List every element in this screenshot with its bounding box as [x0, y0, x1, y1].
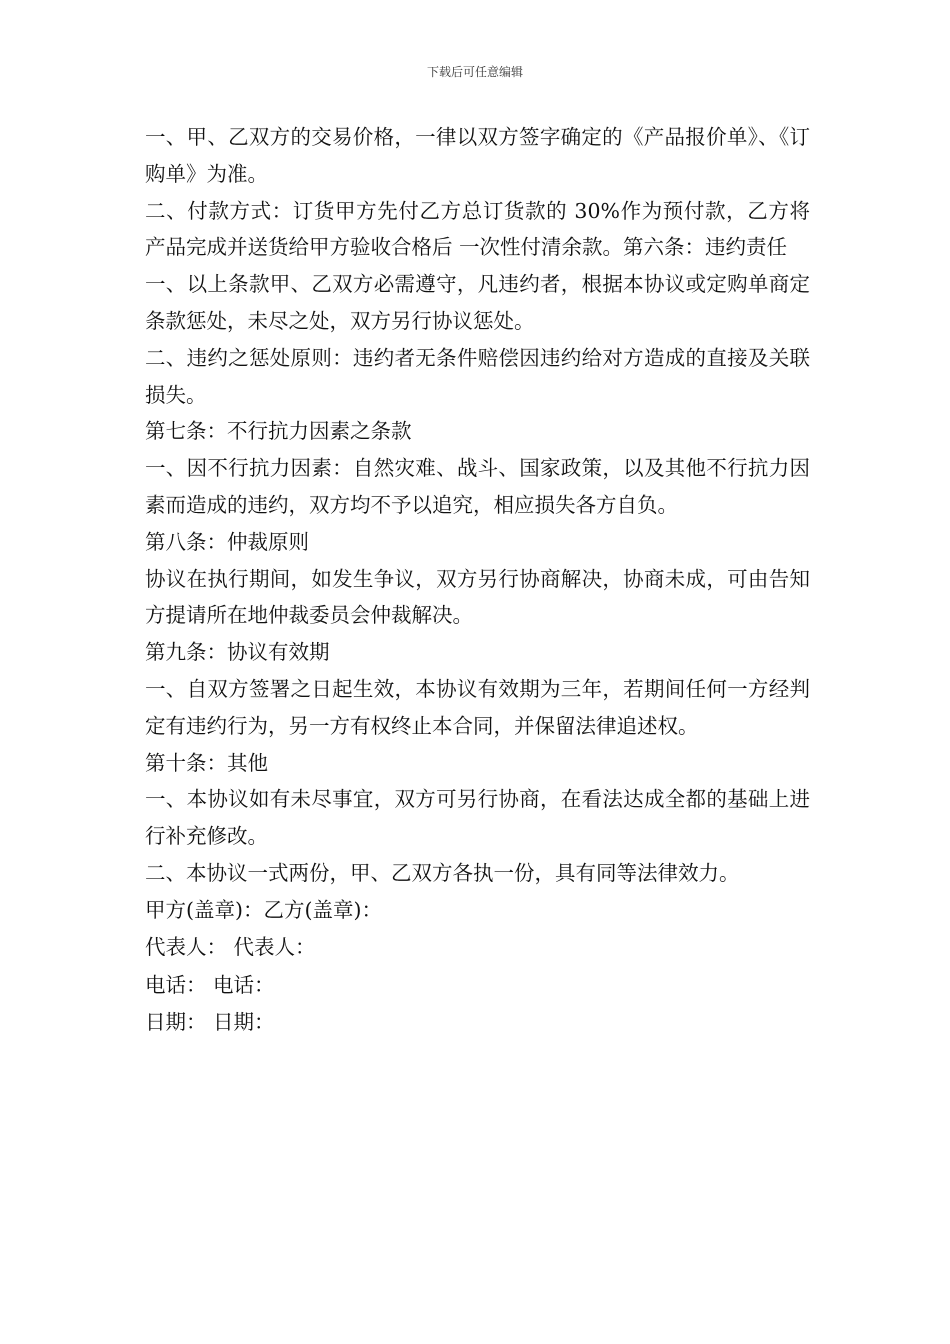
- article-eight-heading: 第八条：仲裁原则: [145, 529, 309, 554]
- header-text: 下载后可任意编辑: [426, 65, 523, 79]
- page-header: [0, 64, 950, 80]
- clause-price: 一、甲、乙双方的交易价格，一律以双方签字确定的《产品报价单》、《订购单》为准。: [145, 125, 810, 186]
- clause-validity: 一、自双方签署之日起生效，本协议有效期为三年，若期间任何一方经判定有违约行为，另一方有权终止本合同，并保留法律追述权。: [145, 676, 810, 738]
- signature-party-line: 甲方(盖章)：乙方(盖章)：: [145, 897, 382, 922]
- clause-arbitration: 协议在执行期间，如发生争议，双方另行协商解决，协商未成，可由告知方提请所在地仲裁委员会仲裁解决。: [145, 566, 810, 628]
- clause-breach-compliance: 一、以上条款甲、乙双方必需遵守，凡违约者，根据本协议或定购单商定条款惩处，未尽之处，双方另行协议惩处。: [145, 272, 810, 333]
- article-seven-heading: 第七条：不行抗力因素之条款: [145, 419, 412, 444]
- clause-breach-principle: 二、违约之惩处原则：违约者无条件赔偿因违约给对方造成的直接及关联损失。: [145, 345, 810, 407]
- signature-date-line: 日期： 日期：: [145, 1010, 275, 1035]
- clause-force-majeure: 一、因不行抗力因素：自然灾难、战斗、国家政策，以及其他不行抗力因素而造成的违约，双方均不予以追究，相应损失各方自负。: [145, 456, 810, 517]
- document-body: [145, 119, 810, 1042]
- signature-phone-line: 电话： 电话：: [145, 972, 275, 997]
- article-ten-heading: 第十条：其他: [145, 750, 268, 775]
- signature-block: [145, 892, 810, 1042]
- clause-copies: 二、本协议一式两份，甲、乙双方各执一份，具有同等法律效力。: [145, 860, 740, 885]
- article-nine-heading: 第九条：协议有效期: [145, 640, 330, 665]
- clause-supplement: 一、本协议如有未尽事宜，双方可另行协商，在看法达成全都的基础上进行补充修改。: [145, 787, 810, 849]
- clause-payment: 二、付款方式：订货甲方先付乙方总订货款的 30%作为预付款，乙方将产品完成并送货给甲方验收合格后 一次性付清余款。第六条：违约责任: [145, 198, 810, 260]
- signature-representative-line: 代表人： 代表人：: [145, 935, 316, 960]
